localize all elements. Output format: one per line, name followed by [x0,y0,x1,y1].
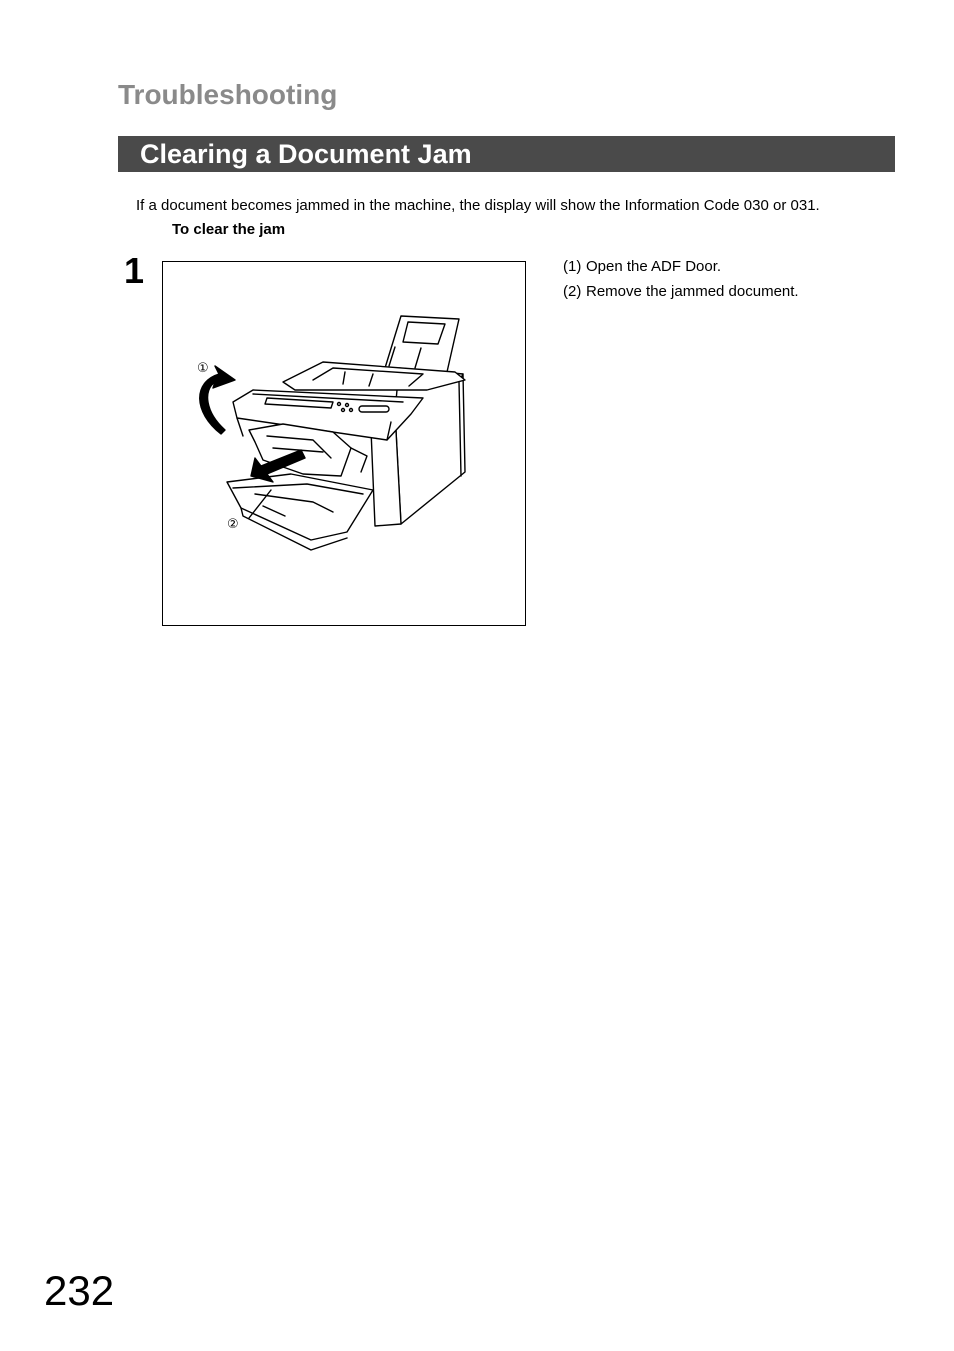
instruction-item [563,254,799,279]
instruction-number: (1) [563,258,582,275]
step-number: 1 [124,250,145,291]
instruction-number: (2) [563,283,582,300]
page-title: Clearing a Document Jam [140,139,472,169]
fax-machine-illustration [163,262,525,625]
instruction-item [563,279,799,304]
callout-1-label: ① [197,361,209,376]
intro-paragraph: If a document becomes jammed in the machine, the display will show the Information Code 030 or 031. [136,197,820,214]
section-label: Troubleshooting [118,79,338,110]
step-illustration [162,261,526,626]
page-number: 232 [44,1267,115,1314]
page-title-bar [118,136,895,172]
procedure-subheading: To clear the jam [172,221,286,238]
callout-2-label: ② [227,517,239,532]
step-instructions [563,254,799,304]
instruction-text: Remove the jammed document. [586,283,799,300]
instruction-text: Open the ADF Door. [586,258,722,275]
